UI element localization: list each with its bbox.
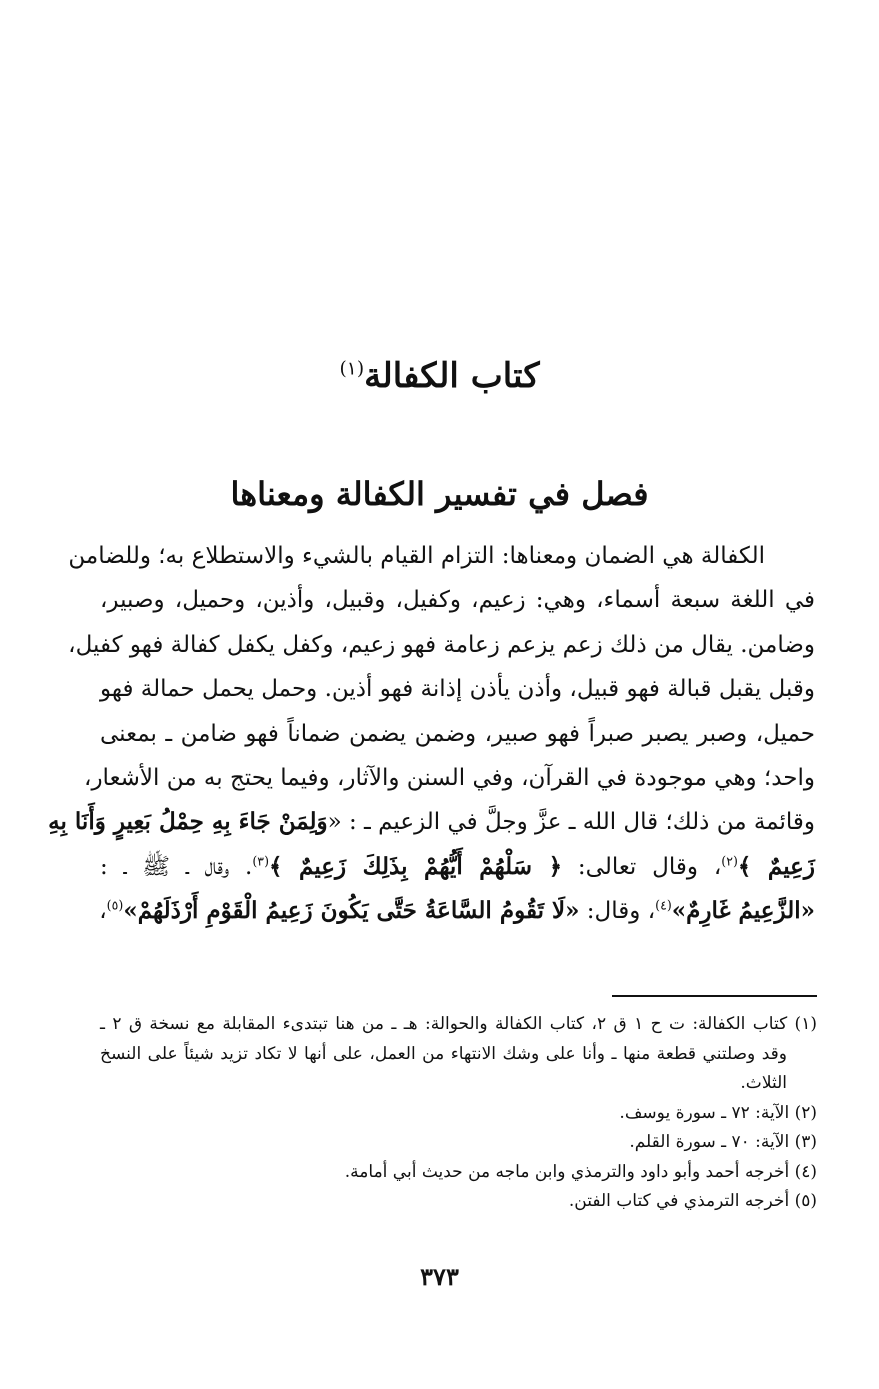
book-title xyxy=(0,352,879,400)
footnote-4: (٤) أخرجه أحمد وأبو داود والترمذي وابن ماجه من حديث أبي أمامة. xyxy=(344,1161,817,1182)
footnote-ref-2: (٢) xyxy=(721,853,738,869)
footnote-ref-4: (٤) xyxy=(655,897,672,913)
footnote-ref-3: (٣) xyxy=(252,853,269,869)
body-line-9-text-a: ، وقال: xyxy=(579,898,656,925)
body-line-6: واحد؛ وهي موجودة في القرآن، وفي السنن والآثار، وفيما يحتج به من الأشعار، xyxy=(84,764,815,791)
body-line-8-text-a: ، وقال تعالى: xyxy=(562,853,722,880)
footnote-separator xyxy=(612,995,817,997)
book-title-text: كتاب الكفالة xyxy=(364,356,540,396)
body-line-5: حميل، وصبر يصبر صبراً فهو صبير، وضمن يضمن ضماناً فهو ضامن ـ بمعنى xyxy=(100,720,815,747)
footnote-ref-1: (١) xyxy=(339,358,365,380)
section-title: فصل في تفسير الكفالة ومعناها xyxy=(230,475,649,513)
footnote-3: (٣) الآية: ٧٠ ـ سورة القلم. xyxy=(629,1132,817,1152)
quran-quote-yusuf-end: زَعِيمٌ ﴾ xyxy=(737,852,816,880)
body-line-2: في اللغة سبعة أسماء، وهي: زعيم، وكفيل، وقبيل، وأذين، وحميل، وصبير، xyxy=(100,587,815,614)
footnotes xyxy=(100,1010,817,1217)
footnote-1-line-2: وقد وصلتني قطعة منها ـ وأنا على وشك الانتهاء من العمل، على أنها لا تكاد تزيد شيئاً على النسخ xyxy=(100,1043,787,1064)
hadith-quote-1: «الزَّعِيمُ غَارِمٌ» xyxy=(671,897,815,925)
body-line-3: وضامن. يقال من ذلك زعم يزعم زعامة فهو زعيم، وكفل يكفل كفالة فهو كفيل، xyxy=(68,631,815,658)
body-line-7 xyxy=(48,800,815,844)
footnote-ref-5: (٥) xyxy=(106,897,124,913)
body-line-7-text: وقائمة من ذلك؛ قال الله ـ عزَّ وجلَّ في الزعيم ـ : « xyxy=(327,809,815,836)
footnote-1-line-1: (١) كتاب الكفالة: ت ح ١ ق ٢، كتاب الكفالة والحوالة: هـ ـ من هنا تبتدىء المقابلة مع نسخة ق ٢ ـ xyxy=(100,1014,817,1034)
footnote-2: (٢) الآية: ٧٢ ـ سورة يوسف. xyxy=(619,1102,817,1123)
body-line-9 xyxy=(100,889,815,933)
footnote-1-line-3: الثلاث. xyxy=(740,1073,787,1093)
body-line-1: الكفالة هي الضمان ومعناها: التزام القيام بالشيء والاستطلاع به؛ وللضامن xyxy=(68,543,765,569)
page-number: ٣٧٣ xyxy=(420,1262,459,1291)
quran-quote-qalam: ﴿ سَلْهُمْ أَيُّهُمْ بِذَلِكَ زَعِيمٌ ﴾ xyxy=(269,852,563,880)
body-line-8 xyxy=(100,845,815,889)
quran-quote-yusuf: وَلِمَنْ جَاءَ بِهِ حِمْلُ بَعِيرٍ وَأَنَا بِهِ xyxy=(48,808,328,836)
hadith-quote-2: «لَا تَقُومُ السَّاعَةُ حَتَّى يَكُونَ زَعِيمُ الْقَوْمِ أَرْذَلَهُمْ» xyxy=(123,897,580,925)
footnote-5: (٥) أخرجه الترمذي في كتاب الفتن. xyxy=(568,1191,817,1211)
body-line-4: وقبل يقبل قبالة فهو قبيل، وأذن يأذن إذانة فهو أذين. وحمل يحمل حمالة فهو xyxy=(100,676,815,703)
body-line-9-text-b: ، xyxy=(99,898,107,925)
body-text xyxy=(48,534,816,934)
body-line-8-text-b: . وقال ـ ﷺ ـ : xyxy=(100,853,253,880)
